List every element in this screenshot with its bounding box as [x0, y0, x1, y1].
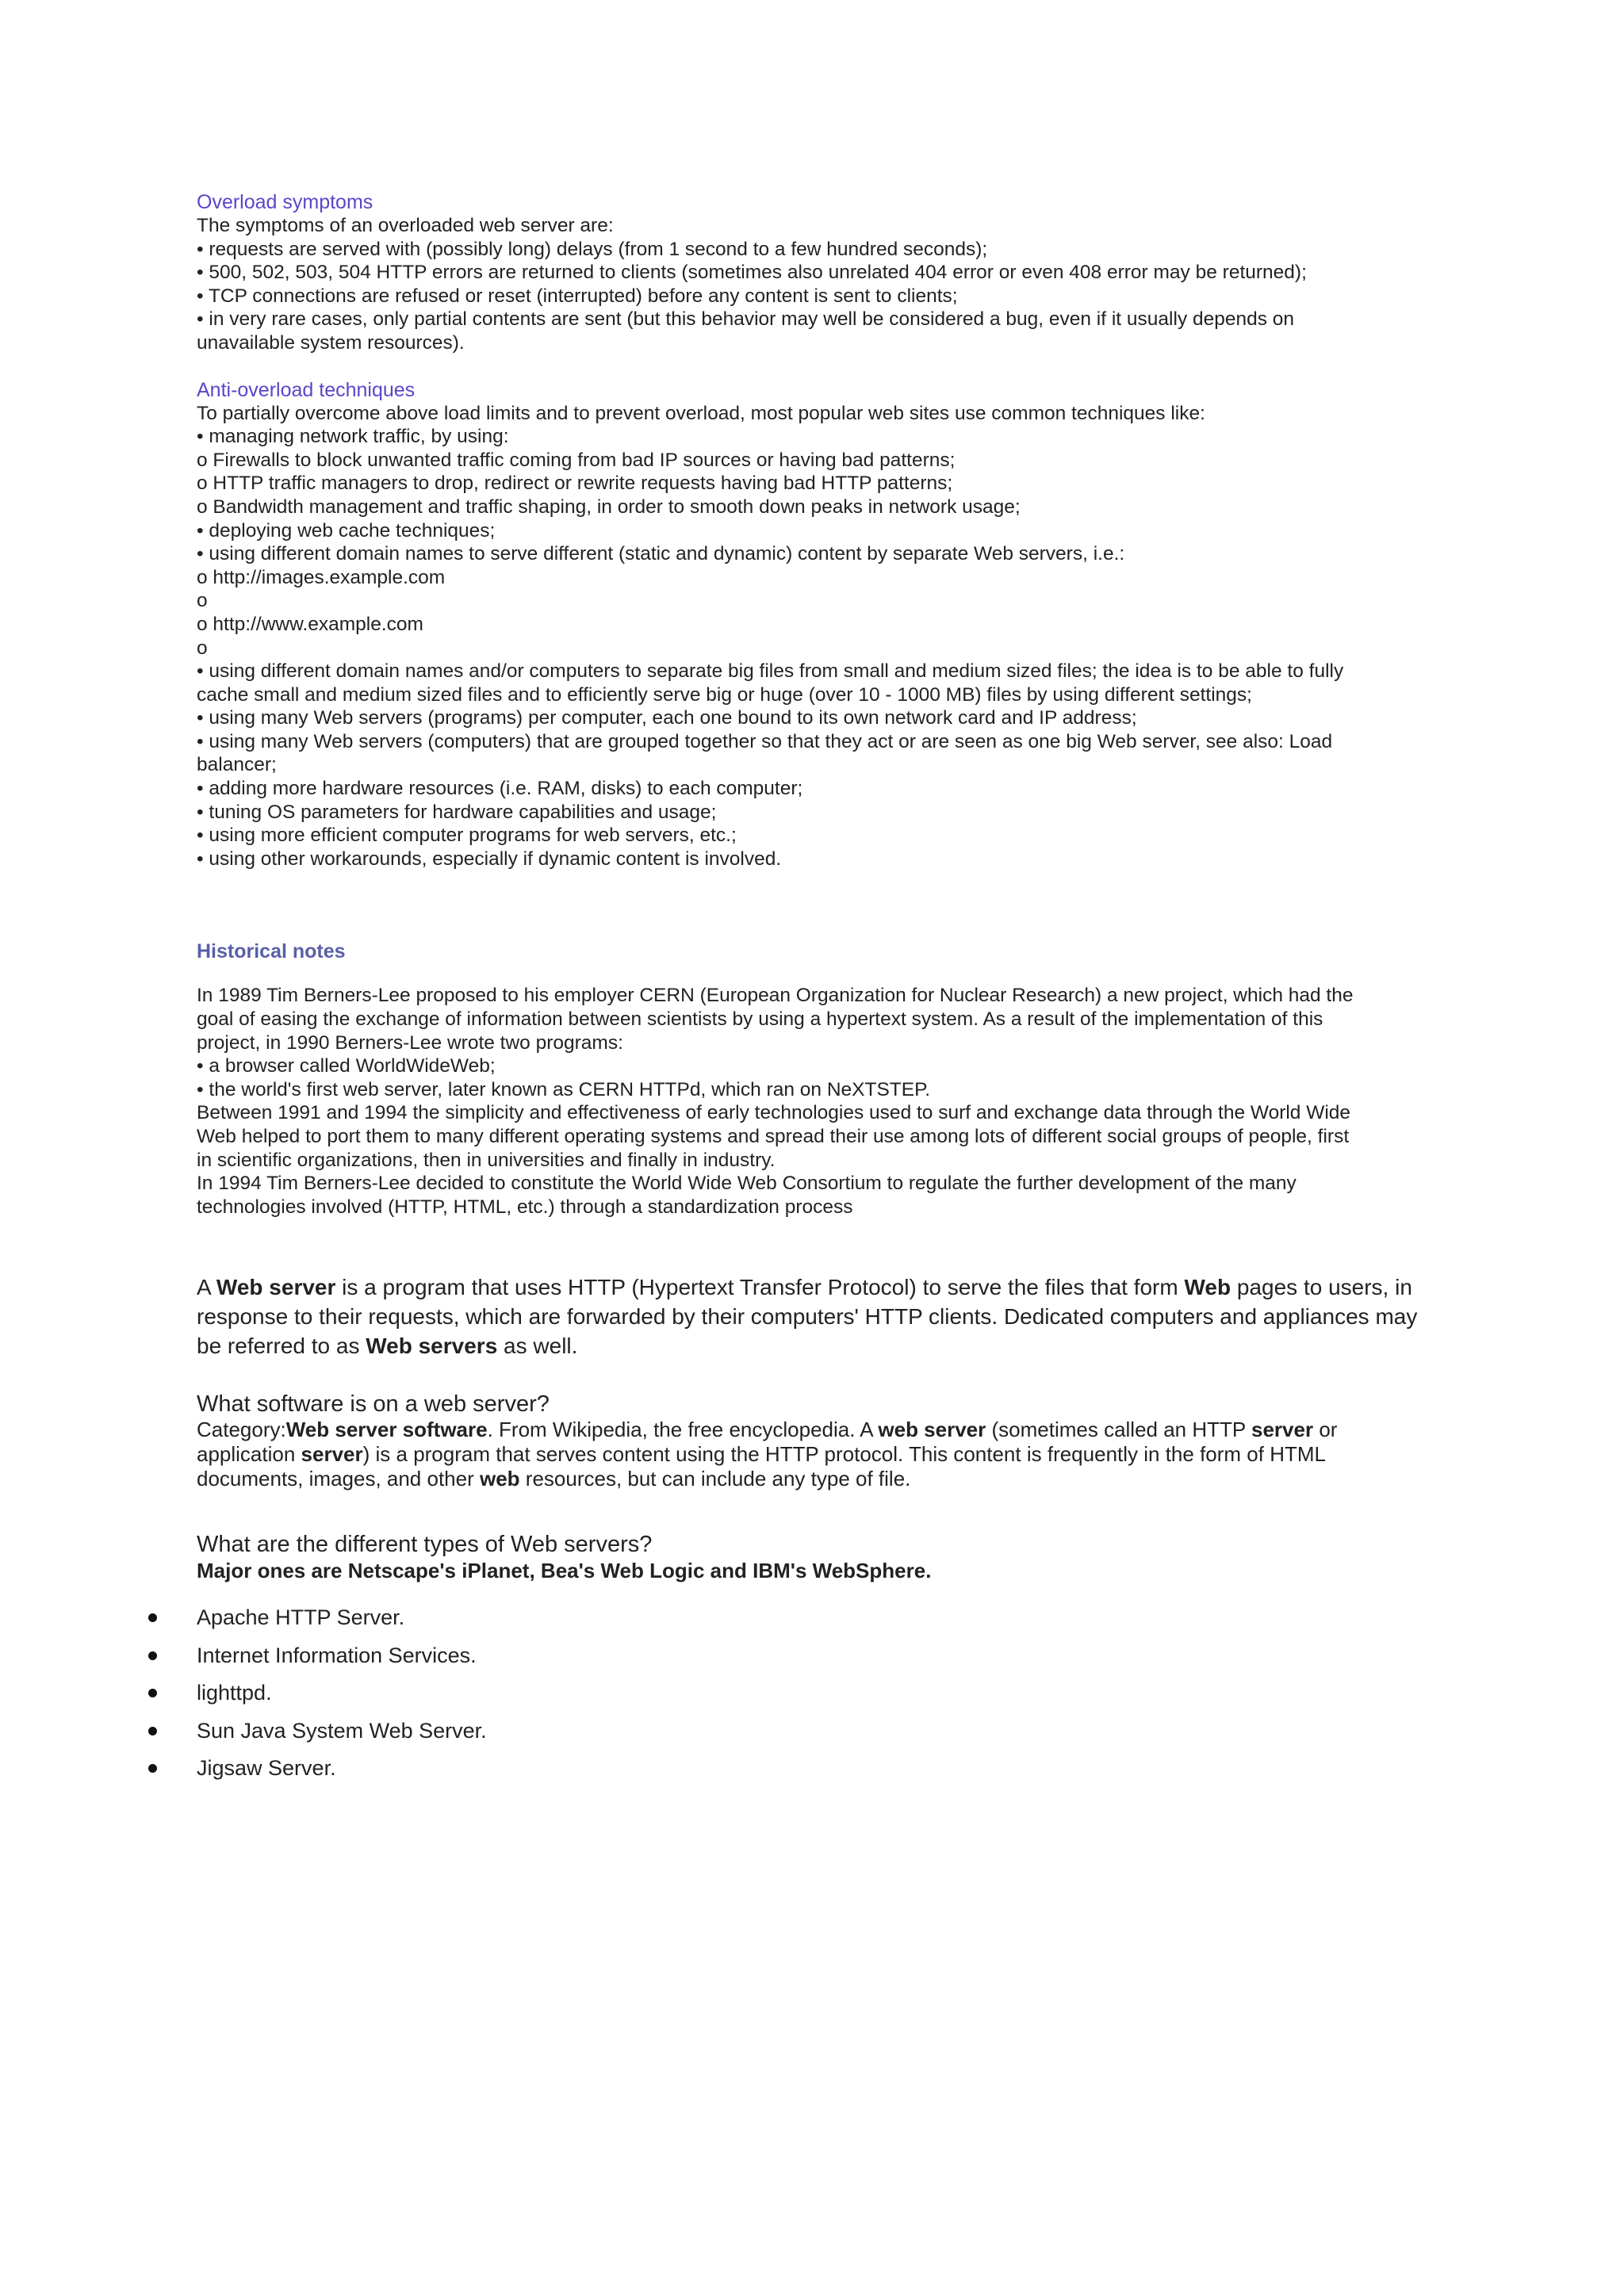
intro-text: A [197, 1275, 216, 1300]
answer-bold: server [1251, 1418, 1314, 1442]
history-line: • the world's first web server, later known as CERN HTTPd, which ran on NeXTSTEP. [197, 1078, 931, 1100]
anti-overload-body [197, 402, 1450, 871]
web-server-definition [197, 1272, 1434, 1360]
anti-line: o http://images.example.com [197, 566, 446, 588]
overload-line: The symptoms of an overloaded web server are: [197, 215, 614, 236]
list-item-label: Apache HTTP Server. [197, 1605, 405, 1630]
list-item [197, 1712, 1450, 1751]
list-item-label: Jigsaw Server. [197, 1756, 336, 1781]
anti-line: o [197, 590, 208, 612]
anti-line: • adding more hardware resources (i.e. RAM, disks) to each computer; [197, 778, 803, 800]
intro-bold: Web server [216, 1275, 336, 1300]
anti-line: o Firewalls to block unwanted traffic coming from bad IP sources or having bad patterns; [197, 449, 956, 471]
list-item [197, 1599, 1450, 1637]
answer-text: resources, but can include any type of file. [519, 1467, 911, 1491]
question-software: What software is on a web server? [197, 1391, 550, 1418]
answer-software [197, 1418, 1418, 1491]
anti-line: • tuning OS parameters for hardware capabilities and usage; [197, 801, 717, 823]
answer-bold: web [479, 1467, 520, 1491]
major-servers: Major ones are Netscape's iPlanet, Bea's Web Logic and IBM's WebSphere. [197, 1559, 932, 1583]
anti-line: • using more efficient computer programs for web servers, etc.; [197, 825, 737, 847]
list-item [197, 1750, 1450, 1788]
historical-notes-body [197, 984, 1450, 1219]
list-item-label: Sun Java System Web Server. [197, 1718, 487, 1743]
anti-line: • using other workarounds, especially if dynamic content is involved. [197, 848, 782, 870]
intro-bold: Web servers [366, 1334, 498, 1359]
overload-line: • 500, 502, 503, 504 HTTP errors are returned to clients (sometimes also unrelated 404 error or even 408 error may be returned); [197, 262, 1307, 284]
server-list [197, 1599, 1450, 1788]
answer-bold: web server [878, 1418, 986, 1442]
overload-body [197, 214, 1450, 355]
anti-line: • deploying web cache techniques; [197, 519, 496, 541]
anti-line: balancer; [197, 754, 277, 776]
anti-line: • using many Web servers (computers) that are grouped together so that they act or are seen as one big Web server, see also: Load [197, 730, 1333, 752]
anti-line: cache small and medium sized files and to efficiently serve big or huge (over 10 - 1000 MB) files by using different settings; [197, 683, 1252, 706]
anti-line: • using different domain names and/or computers to separate big files from small and medium sized files; the idea is to be able to fully [197, 660, 1344, 683]
history-line: in scientific organizations, then in universities and finally in industry. [197, 1149, 776, 1171]
anti-overload-heading: Anti-overload techniques [197, 378, 416, 401]
anti-line: o HTTP traffic managers to drop, redirect or rewrite requests having bad HTTP patterns; [197, 473, 953, 495]
intro-text: as well. [497, 1334, 578, 1359]
anti-line: • using different domain names to serve different (static and dynamic) content by separate Web servers, i.e.: [197, 543, 1125, 565]
question-types: What are the different types of Web servers? [197, 1532, 653, 1558]
answer-bold: Web server software [285, 1418, 488, 1442]
list-item [197, 1674, 1450, 1712]
history-line: In 1989 Tim Berners-Lee proposed to his employer CERN (European Organization for Nuclear Research) a new project, which had the [197, 985, 1354, 1007]
anti-line: o http://www.example.com [197, 613, 423, 635]
anti-line: • managing network traffic, by using: [197, 426, 509, 448]
answer-bold: server [301, 1442, 363, 1467]
historical-notes-heading: Historical notes [197, 940, 346, 963]
answer-text: ) is a program that serves content using the HTTP protocol. This content is frequently in the form of HTML documents, images, and other [197, 1442, 1326, 1491]
answer-text: (sometimes called an HTTP [986, 1418, 1252, 1442]
overload-line: • requests are served with (possibly long) delays (from 1 second to a few hundred seconds); [197, 238, 988, 260]
overload-heading: Overload symptoms [197, 191, 373, 213]
bullet-icon [148, 1651, 157, 1660]
history-line: project, in 1990 Berners-Lee wrote two programs: [197, 1031, 623, 1054]
history-line: Between 1991 and 1994 the simplicity and effectiveness of early technologies used to surf and exchange data through the World Wide [197, 1102, 1351, 1124]
anti-line: o Bandwidth management and traffic shaping, in order to smooth down peaks in network usage; [197, 496, 1021, 518]
history-line: • a browser called WorldWideWeb; [197, 1055, 496, 1077]
overload-line: • in very rare cases, only partial contents are sent (but this behavior may well be considered a bug, even if it usually depends on [197, 308, 1295, 331]
answer-text: Category: [197, 1418, 286, 1442]
overload-line: • TCP connections are refused or reset (interrupted) before any content is sent to clients; [197, 285, 958, 307]
anti-line: To partially overcome above load limits and to prevent overload, most popular web sites use common techniques like: [197, 402, 1205, 424]
anti-line: • using many Web servers (programs) per computer, each one bound to its own network card and IP address; [197, 707, 1137, 729]
list-item [197, 1637, 1450, 1675]
overload-line: unavailable system resources). [197, 331, 465, 354]
history-line: goal of easing the exchange of information between scientists by using a hypertext system. As a result of the implementation of this [197, 1008, 1323, 1031]
document-content [197, 190, 1450, 1788]
bullet-icon [148, 1764, 157, 1773]
history-line: In 1994 Tim Berners-Lee decided to constitute the World Wide Web Consortium to regulate the further development of the many [197, 1173, 1297, 1195]
list-item-label: Internet Information Services. [197, 1643, 477, 1667]
anti-line: o [197, 637, 208, 659]
intro-text: is a program that uses HTTP (Hypertext Transfer Protocol) to serve the files that form [335, 1275, 1185, 1300]
answer-text: . From Wikipedia, the free encyclopedia. A [487, 1418, 879, 1442]
answer-text: or application [197, 1418, 1338, 1467]
bullet-icon [148, 1727, 157, 1735]
history-line: technologies involved (HTTP, HTML, etc.) through a standardization process [197, 1196, 853, 1218]
intro-bold: Web [1184, 1275, 1231, 1300]
list-item-label: lighttpd. [197, 1681, 272, 1705]
bullet-icon [148, 1613, 157, 1622]
history-line: Web helped to port them to many different operating systems and spread their use among lots of different social groups of people, first [197, 1126, 1350, 1147]
bullet-icon [148, 1689, 157, 1697]
intro-text: pages to users, in response to their requests, which are forwarded by their computers' HTTP clients. Dedicated computers and appliances may be referred to as [197, 1275, 1418, 1359]
